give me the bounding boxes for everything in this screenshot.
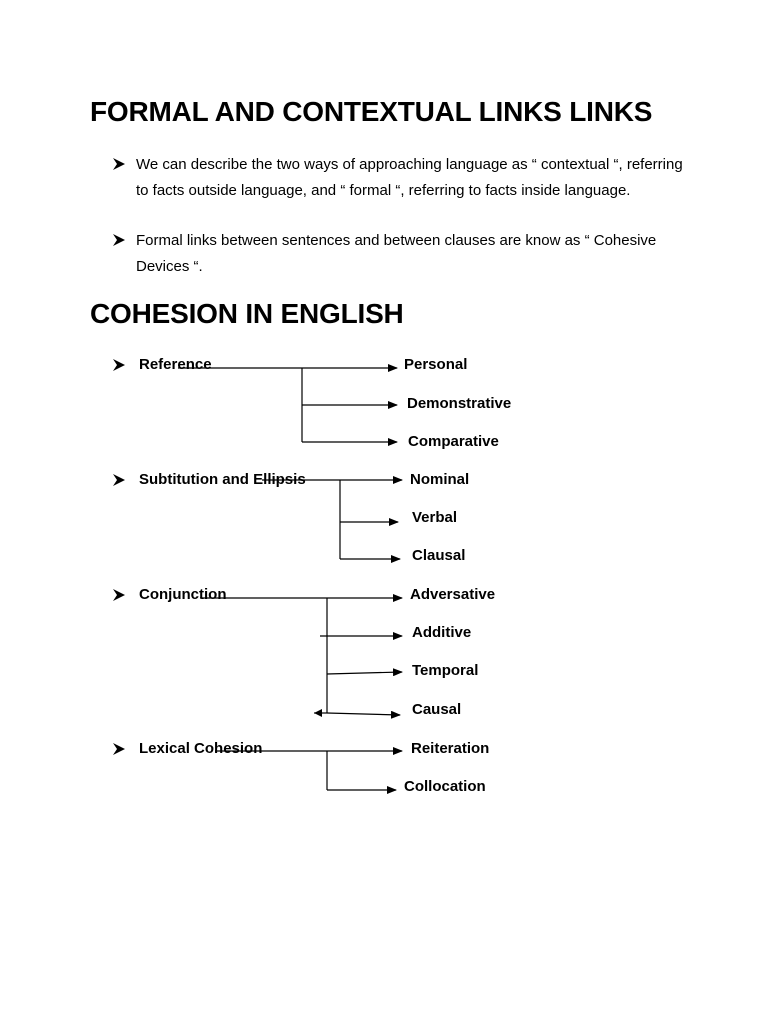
item-clausal: Clausal: [412, 547, 466, 564]
connector-conjunction-temporal: [327, 672, 402, 674]
arrowhead-bullet-icon: [112, 742, 126, 756]
arrowhead-bullet-icon: [112, 358, 126, 372]
arrowhead-bullet-icon: [112, 473, 126, 487]
bullet-text-cohesive-devices: Formal links between sentences and between clauses are know as “ Cohesive Devices “.: [136, 232, 657, 275]
connector-conjunction-causal: [327, 713, 400, 715]
bullet-text-contextual-formal: We can describe the two ways of approaching language as “ contextual “, referring to facts outside language, and “ formal “, referring to facts inside language.: [136, 156, 683, 199]
item-additive: Additive: [412, 624, 472, 641]
item-temporal: Temporal: [412, 662, 479, 679]
arrowhead-bullet-icon: [112, 588, 126, 602]
group-label-substitution-ellipsis: Subtitution and Ellipsis: [139, 471, 306, 488]
group-label-reference: Reference: [139, 356, 212, 373]
item-personal: Personal: [404, 356, 468, 373]
item-nominal: Nominal: [410, 471, 470, 488]
item-verbal: Verbal: [412, 509, 458, 526]
section-heading-cohesion-in-english: COHESION IN ENGLISH: [90, 298, 404, 329]
group-label-lexical-cohesion: Lexical Cohesion: [139, 740, 263, 757]
item-adversative: Adversative: [410, 586, 496, 603]
item-reiteration: Reiteration: [411, 740, 490, 757]
section-heading-formal-contextual-links: FORMAL AND CONTEXTUAL LINKS LINKS: [90, 96, 653, 127]
item-comparative: Comparative: [408, 433, 499, 450]
item-collocation: Collocation: [404, 778, 486, 795]
item-causal: Causal: [412, 701, 462, 718]
item-demonstrative: Demonstrative: [407, 395, 512, 412]
group-label-conjunction: Conjunction: [139, 586, 227, 603]
